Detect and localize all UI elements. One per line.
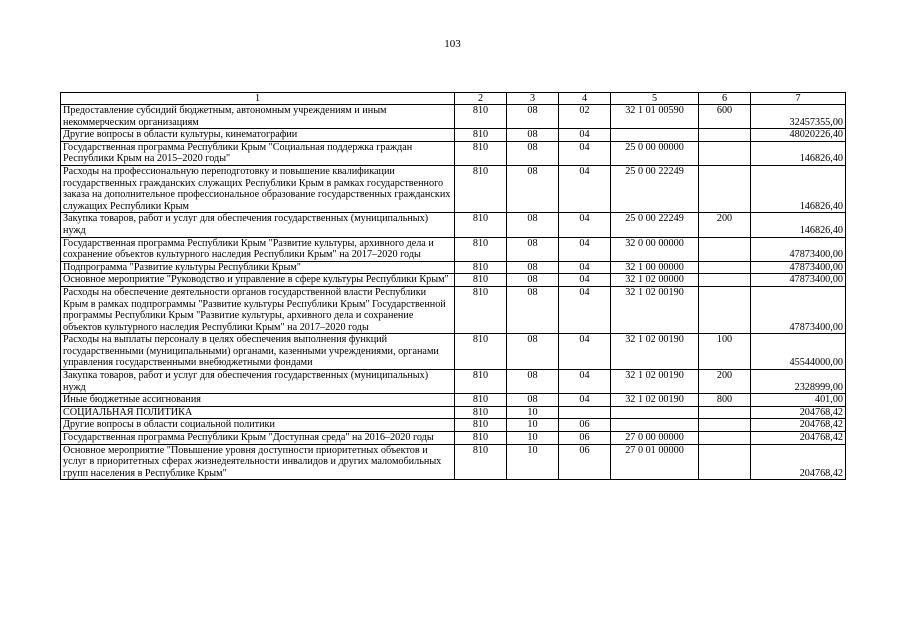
- row-section-cell: 08: [507, 394, 559, 407]
- row-name-cell: СОЦИАЛЬНАЯ ПОЛИТИКА: [61, 406, 455, 419]
- row-subsection-cell: 04: [559, 213, 611, 237]
- table-row: [61, 432, 846, 445]
- row-code-cell: 810: [455, 406, 507, 419]
- row-code-cell: 810: [455, 261, 507, 274]
- row-expense-type-cell: [699, 432, 751, 445]
- row-target-article-cell: 32 0 00 00000: [611, 237, 699, 261]
- row-code-cell: 810: [455, 394, 507, 407]
- row-code-cell: 810: [455, 141, 507, 165]
- row-subsection-cell: 04: [559, 274, 611, 287]
- row-expense-type-cell: [699, 129, 751, 142]
- row-subsection-cell: 06: [559, 432, 611, 445]
- row-sum-cell: 401,00: [751, 394, 846, 407]
- row-expense-type-cell: 800: [699, 394, 751, 407]
- row-section-cell: 08: [507, 370, 559, 394]
- row-sum-cell: 146826,40: [751, 141, 846, 165]
- row-sum-cell: 45544000,00: [751, 334, 846, 370]
- row-name-cell: Закупка товаров, работ и услуг для обеспечения государственных (муниципальных) нужд: [61, 213, 455, 237]
- row-name-cell: Государственная программа Республики Крым "Развитие культуры, архивного дела и сохранение объектов культурного наследия Республики Крым" на 2017–2020 годы: [61, 237, 455, 261]
- row-target-article-cell: 32 1 02 00190: [611, 286, 699, 333]
- column-header: 6: [699, 93, 751, 105]
- row-name-cell: Расходы на выплаты персоналу в целях обеспечения выполнения функций государственными (муниципальными) органами, казенными учреждениями, органами управления государственными внебюджетными фондами: [61, 334, 455, 370]
- row-expense-type-cell: [699, 444, 751, 480]
- row-expense-type-cell: 100: [699, 334, 751, 370]
- row-subsection-cell: 04: [559, 237, 611, 261]
- table-row: [61, 334, 846, 370]
- row-name-cell: Предоставление субсидий бюджетным, автономным учреждениям и иным некоммерческим организациям: [61, 105, 455, 129]
- row-section-cell: 08: [507, 165, 559, 212]
- row-sum-cell: 146826,40: [751, 213, 846, 237]
- row-section-cell: 08: [507, 261, 559, 274]
- row-section-cell: 08: [507, 237, 559, 261]
- row-target-article-cell: 32 1 02 00190: [611, 394, 699, 407]
- row-expense-type-cell: [699, 286, 751, 333]
- page-number: 103: [444, 38, 461, 50]
- row-code-cell: 810: [455, 419, 507, 432]
- column-header: 7: [751, 93, 846, 105]
- row-target-article-cell: 27 0 01 00000: [611, 444, 699, 480]
- row-expense-type-cell: [699, 274, 751, 287]
- row-code-cell: 810: [455, 213, 507, 237]
- row-section-cell: 10: [507, 406, 559, 419]
- row-section-cell: 08: [507, 129, 559, 142]
- table-row: [61, 165, 846, 212]
- row-name-cell: Другие вопросы в области социальной политики: [61, 419, 455, 432]
- row-section-cell: 10: [507, 444, 559, 480]
- row-code-cell: 810: [455, 274, 507, 287]
- row-expense-type-cell: 200: [699, 370, 751, 394]
- row-sum-cell: 47873400,00: [751, 274, 846, 287]
- row-section-cell: 08: [507, 286, 559, 333]
- column-header: 2: [455, 93, 507, 105]
- row-target-article-cell: 32 1 01 00590: [611, 105, 699, 129]
- row-code-cell: 810: [455, 129, 507, 142]
- row-name-cell: Государственная программа Республики Крым "Доступная среда" на 2016–2020 годы: [61, 432, 455, 445]
- row-subsection-cell: 02: [559, 105, 611, 129]
- row-name-cell: Расходы на профессиональную переподготовку и повышение квалификации государственных гражданских служащих Республики Крым в рамках государственного заказа на дополнительное профессиональное образование государственных гражданских служащих Республики Крым: [61, 165, 455, 212]
- table-row: [61, 105, 846, 129]
- table-body: [61, 105, 846, 480]
- row-target-article-cell: 25 0 00 00000: [611, 141, 699, 165]
- row-target-article-cell: 25 0 00 22249: [611, 213, 699, 237]
- row-subsection-cell: 04: [559, 165, 611, 212]
- row-subsection-cell: 04: [559, 129, 611, 142]
- column-header: 1: [61, 93, 455, 105]
- table-row: [61, 394, 846, 407]
- row-target-article-cell: 32 1 00 00000: [611, 261, 699, 274]
- row-name-cell: Иные бюджетные ассигнования: [61, 394, 455, 407]
- row-sum-cell: 47873400,00: [751, 286, 846, 333]
- table-row: [61, 274, 846, 287]
- row-name-cell: Другие вопросы в области культуры, кинематографии: [61, 129, 455, 142]
- row-expense-type-cell: 200: [699, 213, 751, 237]
- table-row: [61, 286, 846, 333]
- row-code-cell: 810: [455, 432, 507, 445]
- table-row: [61, 141, 846, 165]
- row-target-article-cell: 32 1 02 00190: [611, 370, 699, 394]
- row-expense-type-cell: [699, 406, 751, 419]
- row-expense-type-cell: [699, 261, 751, 274]
- row-name-cell: Расходы на обеспечение деятельности органов государственной власти Республики Крым в рамках подпрограммы "Развитие культуры Республики Крым" Государственной программы Республики Крым "Развитие культуры, архивного дела и сохранение объектов культурного наследия Республики Крым" на 2017–2020 годы: [61, 286, 455, 333]
- row-name-cell: Закупка товаров, работ и услуг для обеспечения государственных (муниципальных) нужд: [61, 370, 455, 394]
- row-code-cell: 810: [455, 334, 507, 370]
- row-section-cell: 08: [507, 141, 559, 165]
- row-sum-cell: 204768,42: [751, 406, 846, 419]
- row-section-cell: 10: [507, 419, 559, 432]
- row-target-article-cell: [611, 129, 699, 142]
- row-subsection-cell: [559, 406, 611, 419]
- table-row: [61, 213, 846, 237]
- row-sum-cell: 146826,40: [751, 165, 846, 212]
- row-subsection-cell: 04: [559, 334, 611, 370]
- budget-table: [60, 92, 846, 480]
- row-sum-cell: 204768,42: [751, 432, 846, 445]
- row-section-cell: 08: [507, 213, 559, 237]
- row-expense-type-cell: [699, 141, 751, 165]
- row-sum-cell: 204768,42: [751, 419, 846, 432]
- row-target-article-cell: 32 1 02 00190: [611, 334, 699, 370]
- row-sum-cell: 32457355,00: [751, 105, 846, 129]
- table-row: [61, 444, 846, 480]
- row-subsection-cell: 06: [559, 419, 611, 432]
- column-header: 4: [559, 93, 611, 105]
- table-row: [61, 261, 846, 274]
- row-section-cell: 08: [507, 274, 559, 287]
- row-subsection-cell: 04: [559, 394, 611, 407]
- row-target-article-cell: 32 1 02 00000: [611, 274, 699, 287]
- table-row: [61, 370, 846, 394]
- row-code-cell: 810: [455, 237, 507, 261]
- row-code-cell: 810: [455, 286, 507, 333]
- row-expense-type-cell: [699, 419, 751, 432]
- row-name-cell: Подпрограмма "Развитие культуры Республики Крым": [61, 261, 455, 274]
- row-sum-cell: 2328999,00: [751, 370, 846, 394]
- row-code-cell: 810: [455, 444, 507, 480]
- row-sum-cell: 47873400,00: [751, 261, 846, 274]
- row-name-cell: Основное мероприятие "Повышение уровня доступности приоритетных объектов и услуг в приоритетных сферах жизнедеятельности инвалидов и других маломобильных групп населения в Республике Крым": [61, 444, 455, 480]
- row-expense-type-cell: [699, 165, 751, 212]
- row-sum-cell: 47873400,00: [751, 237, 846, 261]
- row-sum-cell: 204768,42: [751, 444, 846, 480]
- table-row: [61, 129, 846, 142]
- row-target-article-cell: [611, 406, 699, 419]
- column-header: 5: [611, 93, 699, 105]
- row-target-article-cell: 25 0 00 22249: [611, 165, 699, 212]
- row-name-cell: Основное мероприятие "Руководство и управление в сфере культуры Республики Крым": [61, 274, 455, 287]
- table-row: [61, 406, 846, 419]
- row-target-article-cell: 27 0 00 00000: [611, 432, 699, 445]
- table-row: [61, 419, 846, 432]
- row-expense-type-cell: [699, 237, 751, 261]
- row-section-cell: 08: [507, 334, 559, 370]
- table-header-row: [61, 93, 846, 105]
- row-target-article-cell: [611, 419, 699, 432]
- row-subsection-cell: 04: [559, 370, 611, 394]
- row-subsection-cell: 06: [559, 444, 611, 480]
- row-expense-type-cell: 600: [699, 105, 751, 129]
- row-subsection-cell: 04: [559, 141, 611, 165]
- table-row: [61, 237, 846, 261]
- row-subsection-cell: 04: [559, 286, 611, 333]
- row-sum-cell: 48020226,40: [751, 129, 846, 142]
- row-code-cell: 810: [455, 105, 507, 129]
- column-header: 3: [507, 93, 559, 105]
- row-section-cell: 08: [507, 105, 559, 129]
- row-code-cell: 810: [455, 165, 507, 212]
- row-code-cell: 810: [455, 370, 507, 394]
- row-name-cell: Государственная программа Республики Крым "Социальная поддержка граждан Республики Крым на 2015–2020 годы": [61, 141, 455, 165]
- row-subsection-cell: 04: [559, 261, 611, 274]
- row-section-cell: 10: [507, 432, 559, 445]
